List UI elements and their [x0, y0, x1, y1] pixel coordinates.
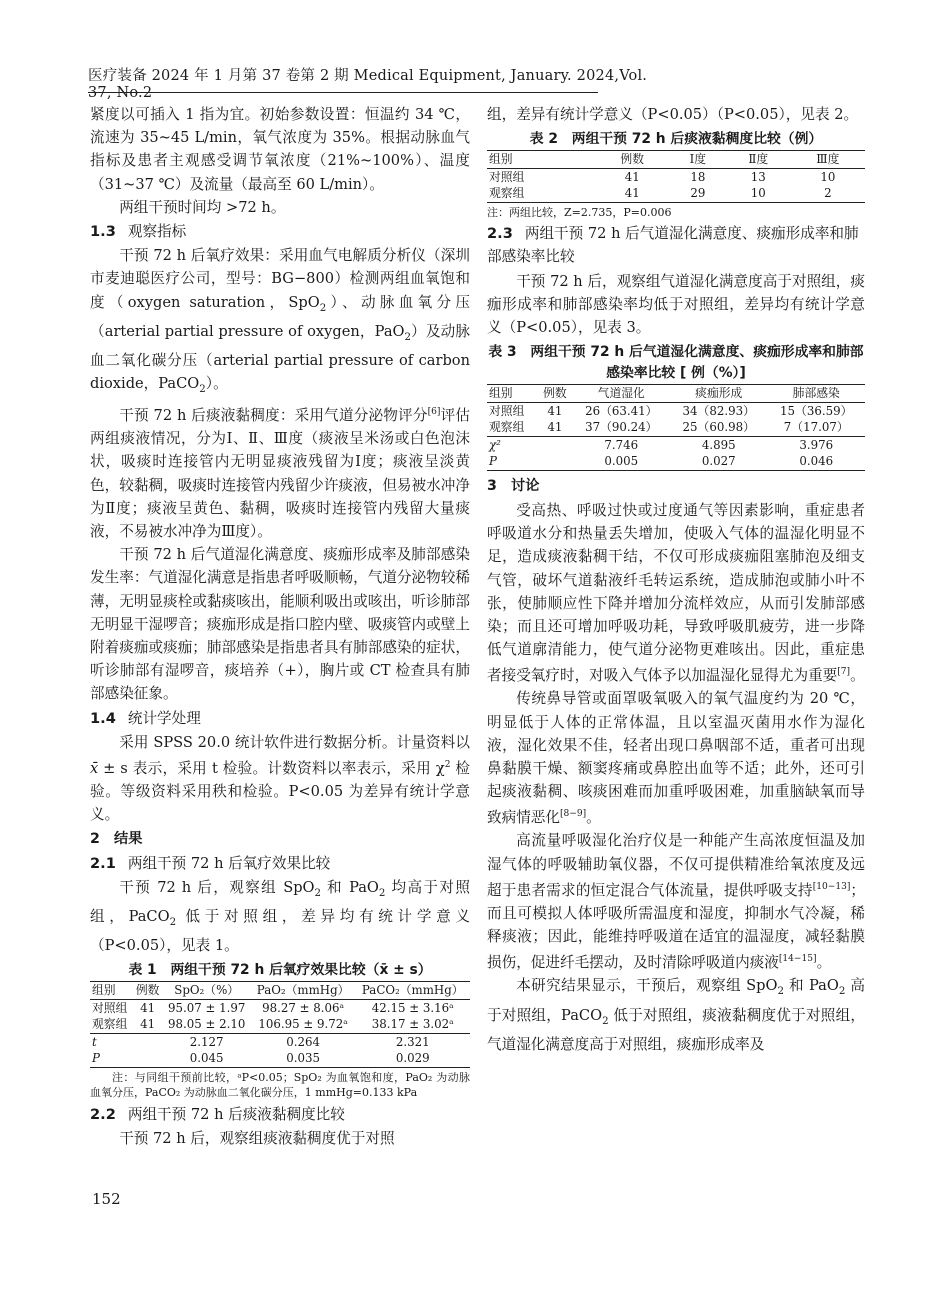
- table-1-caption: 表 1 两组干预 72 h 后氧疗效果比较（x̄ ± s）: [128, 962, 432, 979]
- table-row: 观察组 41 29 10 2: [487, 185, 865, 202]
- citation: [6]: [427, 407, 441, 418]
- section-title: 统计学处理: [127, 709, 201, 727]
- running-header: 医疗装备 2024 年 1 月第 37 卷第 2 期 Medical Equipment, January. 2024,Vol. 37, No.2: [88, 68, 648, 101]
- table-row: P 0.005 0.027 0.046: [487, 453, 865, 470]
- right-column: [487, 103, 865, 1056]
- table-2-note: 注：两组比较，Z=2.735，P=0.006: [487, 205, 672, 219]
- table-row: χ² 7.746 4.895 3.976: [487, 436, 865, 453]
- table-header: Ⅱ度: [726, 151, 791, 169]
- table-header: PaO₂（mmHg）: [251, 982, 356, 1000]
- table-row: 对照组 41 18 13 10: [489, 169, 836, 184]
- paragraph: 采用 SPSS 20.0 统计软件进行数据分析。计量资料以x̄ ± s 表示，采用 t 检验。计数资料以率表示，采用 $\chi^2$ 检验。等级资料采用秩和检验。P<0.05 为差异有统计学意义。: [90, 733, 470, 824]
- table-header: 肺部感染: [767, 385, 865, 403]
- paragraph: 干预 72 h 后，观察组痰液黏稠度优于对照: [119, 1130, 395, 1148]
- table-3-caption: 表 3 两组干预 72 h 后气道湿化满意度、痰痂形成率和肺部感染率比较 [ 例（%）]: [488, 344, 864, 382]
- section-heading-1-4: [90, 707, 470, 730]
- paragraph: 本研究结果显示，干预后，观察组 SpO$_2$ 和 PaO$_2$ 高于对照组，PaCO$_2$ 低于对照组，痰液黏稠度优于对照组，气道湿化满意度高于对照组，痰痂形成率及: [487, 977, 866, 1053]
- table-row: t 2.127 0.264 2.321: [90, 1033, 470, 1050]
- section-title: 两组干预 72 h 后痰液黏稠度比较: [127, 1105, 345, 1123]
- section-number: 1.4: [90, 709, 116, 727]
- table-3: [487, 384, 865, 471]
- table-header: PaCO₂（mmHg）: [355, 982, 470, 1000]
- table-1-note: 注：与同组干预前比较，ᵃP<0.05；SpO₂ 为血氧饱和度，PaO₂ 为动脉血氧分压，PaCO₂ 为动脉血二氧化碳分压，1 mmHg=0.133 kPa: [90, 1070, 470, 1100]
- citation: [14−15]: [778, 954, 817, 965]
- table-header: 例数: [537, 385, 572, 403]
- paragraph: 干预 72 h 后痰液黏稠度：采用气道分泌物评分[6]评估两组痰液情况，分为Ⅰ、Ⅱ、Ⅲ度（痰液呈米汤或白色泡沫状，吸痰时连接管内无明显痰液残留为Ⅰ度；痰液呈淡黄色，较黏稠，吸痰时连接管内残留少许痰液，但易被水冲净为Ⅱ度；痰液呈黄色、黏稠，吸痰时连接管内残留大量痰液，不易被水冲净为Ⅲ度）。: [90, 407, 470, 541]
- section-number: 2.1: [90, 854, 116, 872]
- table-header: 痰痂形成: [670, 385, 767, 403]
- section-number: 2.3: [487, 225, 513, 243]
- table-row: 观察组 41 98.05 ± 2.10 106.95 ± 9.72ᵃ 38.17 ± 3.02ᵃ: [92, 1017, 454, 1032]
- left-column: [90, 103, 470, 1150]
- citation: [10−13]: [812, 881, 851, 892]
- table-header: 组别: [90, 982, 133, 1000]
- header-rule: [88, 92, 598, 93]
- section-number: 2.2: [90, 1105, 116, 1123]
- table-header: Ⅲ度: [791, 151, 865, 169]
- paragraph: 干预 72 h 后，观察组 SpO$_2$ 和 PaO$_2$ 均高于对照组，PaCO$_2$ 低于对照组，差异均有统计学意义（P<0.05），见表 1。: [90, 878, 471, 955]
- table-header: 例数: [595, 151, 670, 169]
- section-title: 两组干预 72 h 后氧疗效果比较: [127, 854, 331, 872]
- table-header: 例数: [133, 982, 163, 1000]
- paragraph: 干预 72 h 后气道湿化满意度、痰痂形成率及肺部感染发生率：气道湿化满意是指患者呼吸顺畅，气道分泌物较稀薄，无明显痰栓或黏痰咳出，能顺利吸出或咳出，听诊肺部无明显干湿啰音；痰痂形成是指口腔内壁、吸痰管内或壁上附着痰痂或痰痂；肺部感染是指患者具有肺部感染的症状，听诊肺部有湿啰音，痰培养（+），胸片或 CT 检查具有肺部感染征象。: [90, 546, 470, 703]
- paragraph: 高流量呼吸湿化治疗仪是一种能产生高浓度恒温及加湿气体的呼吸辅助氧仪器，不仅可提供精准给氧浓度及远超于患者需求的恒定混合气体流量，提供呼吸支持[10−13]；而且可模拟人体呼吸所需温度和湿度，抑制水气冷凝，稀释痰液；因此，能维持呼吸道在适宜的温湿度，减轻黏膜损伤，促进纤毛摆动，及时清除呼吸道内痰液[14−15]。: [487, 832, 865, 972]
- table-1: [90, 981, 470, 1068]
- section-heading-3: 3 讨论: [487, 477, 540, 494]
- section-heading-2: 2 结果: [90, 830, 143, 847]
- section-number: 1.3: [90, 223, 116, 241]
- citation: [8−9]: [559, 809, 587, 820]
- table-header: 气道湿化: [573, 385, 670, 403]
- table-row: 对照组 41 26（63.41） 34（82.93） 15（36.59）: [489, 403, 853, 418]
- paragraph: 干预 72 h 后氧疗效果：采用血气电解质分析仪（深圳市麦迪聪医疗公司，型号：BG−800）检测两组血氧饱和度（oxygen saturation，SpO$_2$）、动脉血氧分压（arterial partial pressure of oxygen，PaO$_2$）及动脉血二氧化碳分压（arterial partial pressure of carbon dioxide，PaCO$_2$）。: [90, 247, 471, 395]
- section-heading-2-1: [90, 852, 470, 875]
- paragraph: 紧度以可插入 1 指为宜。初始参数设置：恒温约 34 ℃，流速为 35~45 L/min，氧气浓度为 35%。根据动脉血气指标及患者主观感受调节氧浓度（21%~100%）、温度（31~37 ℃）及流量（最高至 60 L/min）。: [90, 106, 470, 193]
- page-number: 152: [92, 1190, 121, 1208]
- table-header: Ⅰ度: [670, 151, 726, 169]
- table-row: P 0.045 0.035 0.029: [90, 1050, 470, 1067]
- table-header: SpO₂（%）: [163, 982, 251, 1000]
- table-row: 对照组 41 95.07 ± 1.97 98.27 ± 8.06ᵃ 42.15 ± 3.16ᵃ: [92, 1000, 454, 1015]
- section-heading-2-2: [90, 1103, 470, 1126]
- table-header: 组别: [487, 151, 595, 169]
- section-title: 观察指标: [127, 223, 187, 241]
- paragraph: 传统鼻导管或面罩吸氧吸入的氧气温度约为 20 ℃，明显低于人体的正常体温，且以室温灭菌用水作为湿化液，湿化效果不佳，轻者出现口鼻咽部不适，重者可出现鼻黏膜干燥、额窦疼痛或鼻腔出血等不适；此外，还可引起痰液黏稠、咳痰困难而加重呼吸困难，加重脑缺氧而导致病情恶化[8−9]。: [487, 690, 865, 827]
- paragraph: 组，差异有统计学意义（P<0.05）（P<0.05），见表 2。: [487, 106, 859, 123]
- paragraph: 受高热、呼吸过快或过度通气等因素影响，重症患者呼吸道水分和热量丢失增加，使吸入气体的温湿化明显不足，造成痰液黏稠干结，不仅可形成痰痂阻塞肺泡及细支气管，破坏气道黏液纤毛转运系统，造成肺泡或肺小叶不张，使肺顺应性下降并增加分流样效应，从而引发肺部感染；而且还可增加呼吸功耗，导致呼吸肌疲劳，进一步降低气道廓清能力，使气道分泌物更难咳出。因此，重症患者接受氧疗时，对吸入气体予以加温湿化显得尤为重要[7]。: [487, 501, 865, 685]
- citation: [7]: [837, 667, 851, 678]
- paragraph: 两组干预时间均 >72 h。: [119, 198, 286, 216]
- table-row: 观察组 41 37（90.24） 25（60.98） 7（17.07）: [489, 420, 849, 435]
- table-2-caption: 表 2 两组干预 72 h 后痰液黏稠度比较（例）: [529, 131, 823, 148]
- section-heading-2-3: [487, 222, 865, 268]
- table-header: 组别: [487, 385, 537, 403]
- section-title: 两组干预 72 h 后气道湿化满意度、痰痂形成率和肺部感染率比较: [487, 225, 859, 266]
- table-2: [487, 150, 865, 203]
- section-heading-1-3: [90, 220, 470, 243]
- paragraph: 干预 72 h 后，观察组气道湿化满意度高于对照组，痰痂形成率和肺部感染率均低于对照组，差异均有统计学意义（P<0.05），见表 3。: [487, 272, 865, 337]
